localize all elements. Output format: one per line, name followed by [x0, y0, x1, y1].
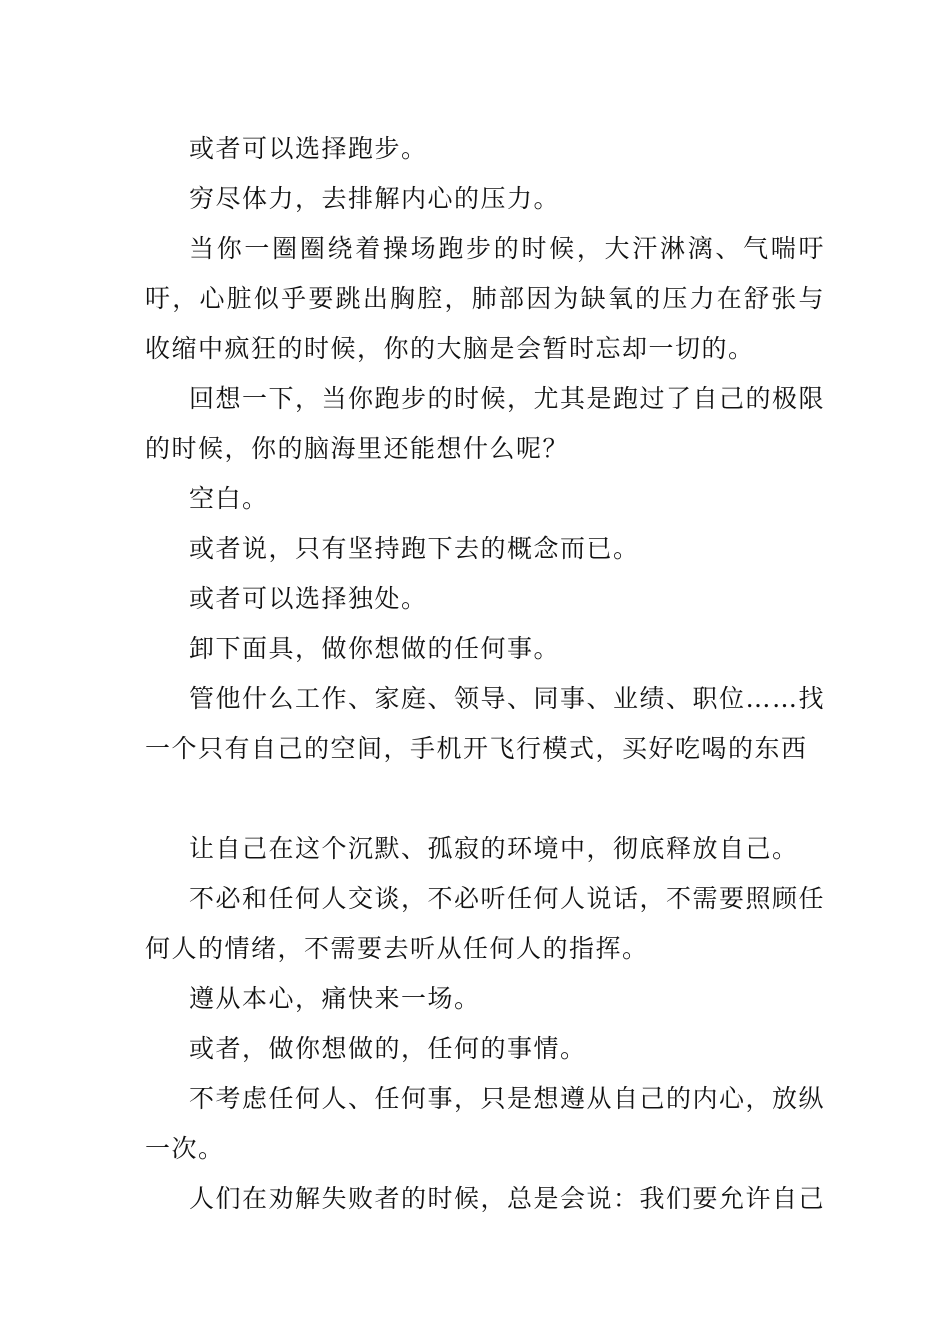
paragraph: 空白。 [189, 484, 269, 513]
paragraph: 或者，做你想做的，任何的事情。 [189, 1034, 587, 1063]
paragraph: 或者说，只有坚持跑下去的概念而已。 [189, 534, 640, 563]
paragraph: 不考虑任何人、任何事，只是想遵从自己的内心，放纵一次。 [145, 1084, 826, 1163]
paragraph: 回想一下，当你跑步的时候，尤其是跑过了自己的极限的时候，你的脑海里还能想什么呢？ [145, 384, 826, 463]
paragraph: 遵从本心，痛快来一场。 [189, 984, 481, 1013]
paragraph: 卸下面具，做你想做的任何事。 [189, 634, 561, 663]
paragraph: 当你一圈圈绕着操场跑步的时候，大汗淋漓、气喘吁吁，心脏似乎要跳出胸腔，肺部因为缺氧的压力在舒张与收缩中疯狂的时候，你的大脑是会暂时忘却一切的。 [145, 234, 825, 363]
paragraph: 或者可以选择独处。 [189, 584, 428, 613]
paragraph: 让自己在这个沉默、孤寂的环境中，彻底释放自己。 [189, 834, 799, 863]
paragraph: 管他什么工作、家庭、领导、同事、业绩、职位……找一个只有自己的空间，手机开飞行模式，买好吃喝的东西 [145, 684, 826, 763]
paragraph: 人们在劝解失败者的时候，总是会说：我们要允许自己 [189, 1184, 826, 1213]
paragraph: 不必和任何人交谈，不必听任何人说话，不需要照顾任何人的情绪，不需要去听从任何人的指挥。 [145, 884, 826, 963]
text-block-bottom [145, 824, 825, 1224]
paragraph: 穷尽体力，去排解内心的压力。 [189, 184, 561, 213]
text-block-top [145, 124, 825, 774]
paragraph: 或者可以选择跑步。 [189, 134, 428, 163]
